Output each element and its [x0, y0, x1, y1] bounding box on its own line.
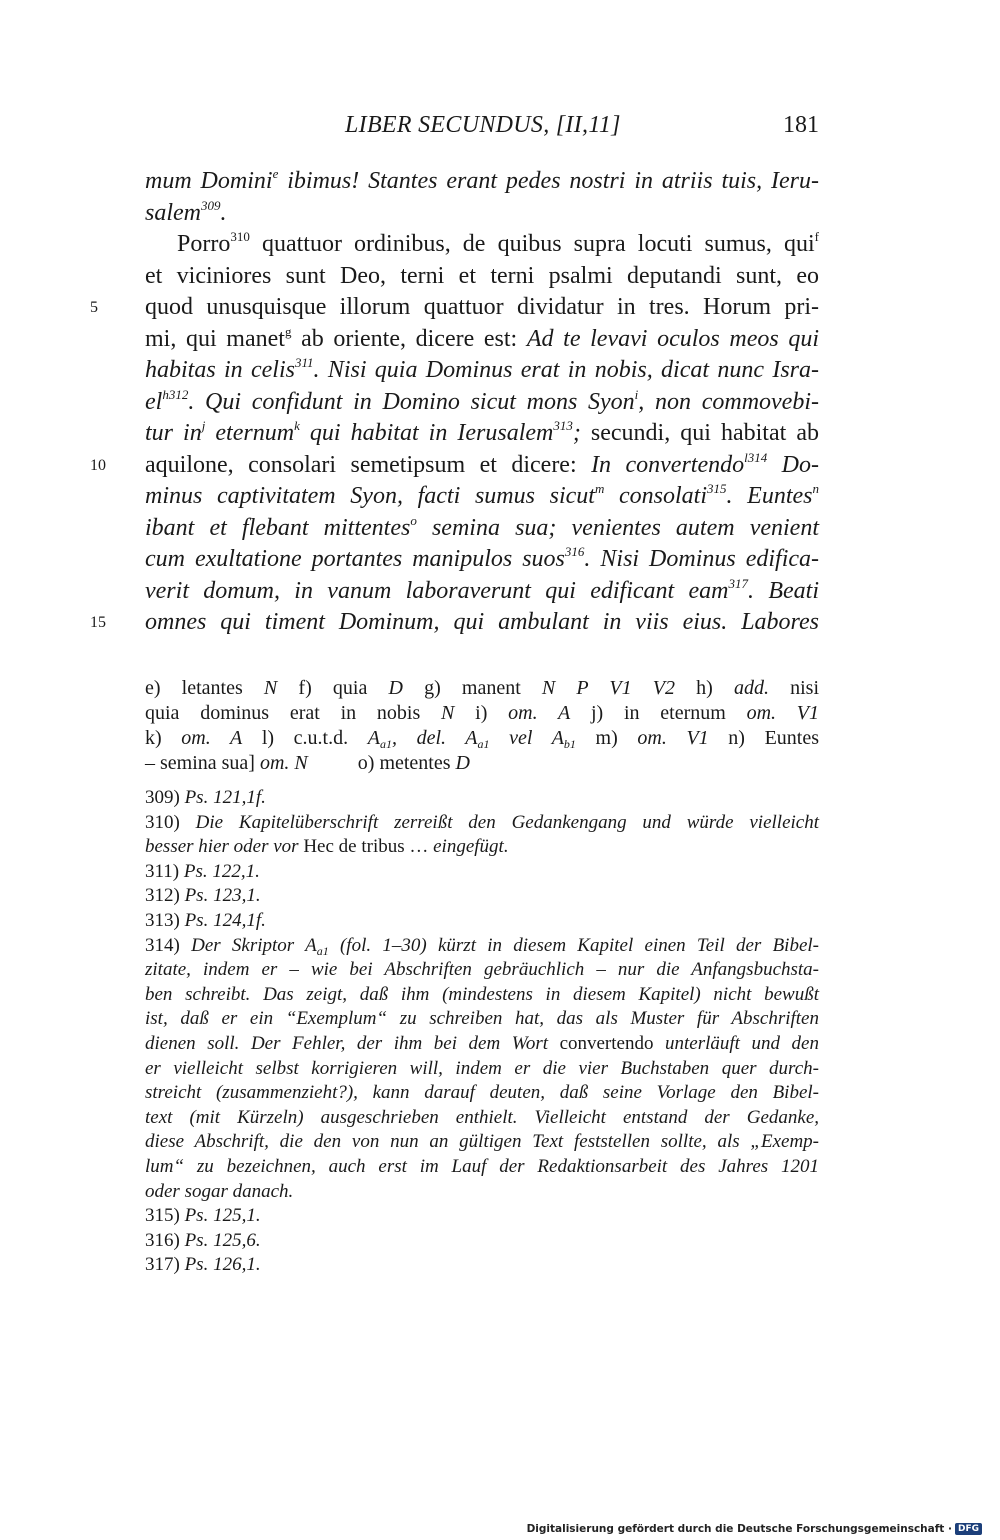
critical-apparatus	[145, 676, 819, 776]
footnote-314-cont: er vielleicht selbst korrigieren will, indem er die vier Buchstaben quer durch-	[145, 1057, 819, 1079]
footnote-314-cont: zitate, indem er – wie bei Abschriften gebräuchlich – nur die Anfangsbuchsta-	[145, 959, 819, 981]
apparatus-entry-f: f) quia D	[298, 677, 403, 699]
text-line-3: Porro$^{310}$ quattuor ordinibus, de quibus supra locuti sumus, qui$^f$	[177, 229, 819, 257]
apparatus-entry-o: o) metentes D	[357, 752, 470, 774]
text-line-10: 10 aquilone, consolari semetipsum et dicere: In convertendo$^{l314}$ Do-	[145, 450, 819, 482]
dfg-logo: DFG	[955, 1523, 982, 1535]
apparatus-entry-k: k) om. A	[145, 727, 243, 749]
text-line-12: ibant et flebant mittentes$^o$ semina sua; venientes autem venient	[145, 512, 819, 541]
text-line-11: minus captivitatem Syon, facti sumus sicut$^m$ consolati$^{315}$. Euntes$^n$	[145, 481, 820, 509]
footnote-314: 314) Der Skriptor $A_{a1}$ (fol. 1–30) kürzt in diesem Kapitel einen Teil der Bibel-	[145, 934, 820, 958]
footnote-312: 312) Ps. 123,1.	[145, 885, 261, 907]
line-number: 5	[90, 299, 98, 316]
text-line-1: mum Domini$^e$ ibimus! Stantes erant pedes nostri in atriis tuis, Ieru-	[145, 166, 819, 194]
text-line-9: tur $in^j$ eternum$^k$ qui habitat in Ierusalem$^{313}$; secundi, qui habitat ab	[145, 418, 819, 446]
footnote-314-cont: lum“ zu bezeichnen, auch erst im Lauf der Redaktionsarbeit des Jahres 1201	[145, 1155, 819, 1177]
footnote-314-cont: dienen soll. Der Fehler, der ihm bei dem Wort convertendo unterläuft und den	[145, 1032, 819, 1054]
footnote-317: 317) Ps. 126,1.	[145, 1254, 261, 1276]
footnote-316: 316) Ps. 125,6.	[145, 1229, 261, 1251]
footnote-314-cont: ben schreibt. Das zeigt, daß ihm (mindestens in diesem Kapitel) nicht bewußt	[145, 983, 819, 1005]
apparatus-entry-j: j) in eternum om. V1	[590, 702, 820, 724]
running-head: LIBER SECUNDUS, [II,11]	[345, 112, 621, 138]
footnote-310-cont: besser hier oder vor Hec de tribus … eingefügt.	[145, 836, 509, 858]
footnote-315: 315) Ps. 125,1.	[145, 1205, 261, 1227]
text-line-7: habitas in celis$^{311}$. Nisi quia Dominus erat in nobis, dicat nunc Isra-	[145, 355, 819, 383]
apparatus-line	[145, 751, 819, 776]
text-line-13: cum exultatione portantes manipulos suos$^{316}$. Nisi Dominus edifica-	[145, 544, 820, 572]
digitization-credit	[527, 1521, 982, 1537]
footnote-311: 311) Ps. 122,1.	[145, 860, 260, 882]
footnote-313: 313) Ps. 124,1f.	[145, 909, 266, 931]
apparatus-entry-n-cont: – semina sua] om. N	[145, 752, 308, 774]
apparatus-line	[145, 676, 819, 701]
main-text	[90, 166, 820, 639]
apparatus-entry-i: i) om. A	[475, 702, 571, 724]
apparatus-entry-h-cont: quia dominus erat in nobis N	[145, 702, 455, 724]
footnote-314-cont: diese Abschrift, die den von nun an gültigen Text feststellen sollte, als „Exemp-	[145, 1131, 819, 1153]
apparatus-entry-l: l) c.u.t.d. $A_{a1}$, del. $A_{a1}$ vel $A_{b1}$	[261, 727, 576, 751]
text-line-14: verit domum, in vanum laboraverunt qui edificant eam$^{317}$. Beati	[145, 575, 819, 604]
text-line-8: $el^{h312}$. Qui confidunt in Domino sicut mons Syon$^i$, non commovebi-	[145, 386, 819, 415]
line-number: 10	[90, 456, 106, 474]
line-number: 15	[90, 614, 106, 631]
text-line-4: et viciniores sunt Deo, terni et terni psalmi deputandi sunt, eo	[145, 262, 819, 289]
page-number: 181	[783, 112, 819, 138]
footnote-309: 309) Ps. 121,1f.	[145, 787, 266, 808]
footnote-314-cont: ist, daß er ein “Exemplum“ zu schreiben hat, das als Muster für Abschriften	[145, 1008, 819, 1030]
footnote-314-cont: streicht (zusammenzieht?), kann darauf deuten, daß seine Vorlage den Bibel-	[145, 1082, 819, 1104]
apparatus-entry-g: g) manent N P V1 V2	[424, 677, 675, 699]
apparatus-line	[145, 701, 819, 726]
text-line-6: mi, qui manet$^g$ ab oriente, dicere est: Ad te levavi oculos meos qui	[145, 323, 819, 352]
footnote-310: 310) Die Kapitelüberschrift zerreißt den Gedankengang und würde vielleicht	[145, 811, 819, 833]
credit-text: Digitalisierung gefördert durch die Deutsche Forschungsgemeinschaft ·	[526, 1523, 952, 1535]
apparatus-entry-e: e) letantes N	[145, 677, 278, 699]
text-line-2: salem$^{309}$.	[145, 197, 227, 226]
apparatus-entry-m: m) om. V1	[595, 727, 709, 749]
footnote-314-cont: text (mit Kürzeln) ausgeschrieben enthielt. Vielleicht entstand der Gedanke,	[145, 1106, 819, 1128]
text-line-15: 15 omnes qui timent Dominum, qui ambulant in viis eius. Labores	[145, 607, 819, 639]
page-header	[145, 112, 819, 146]
apparatus-entry-h: h) add. nisi	[696, 677, 820, 699]
footnote-314-cont: oder sogar danach.	[145, 1180, 294, 1202]
apparatus-line	[145, 726, 819, 751]
footnotes	[145, 786, 819, 1278]
apparatus-entry-n: n) Euntes	[728, 727, 820, 749]
text-line-5: 5 quod unusquisque illorum quattuor dividatur in tres. Horum pri-	[145, 292, 819, 324]
